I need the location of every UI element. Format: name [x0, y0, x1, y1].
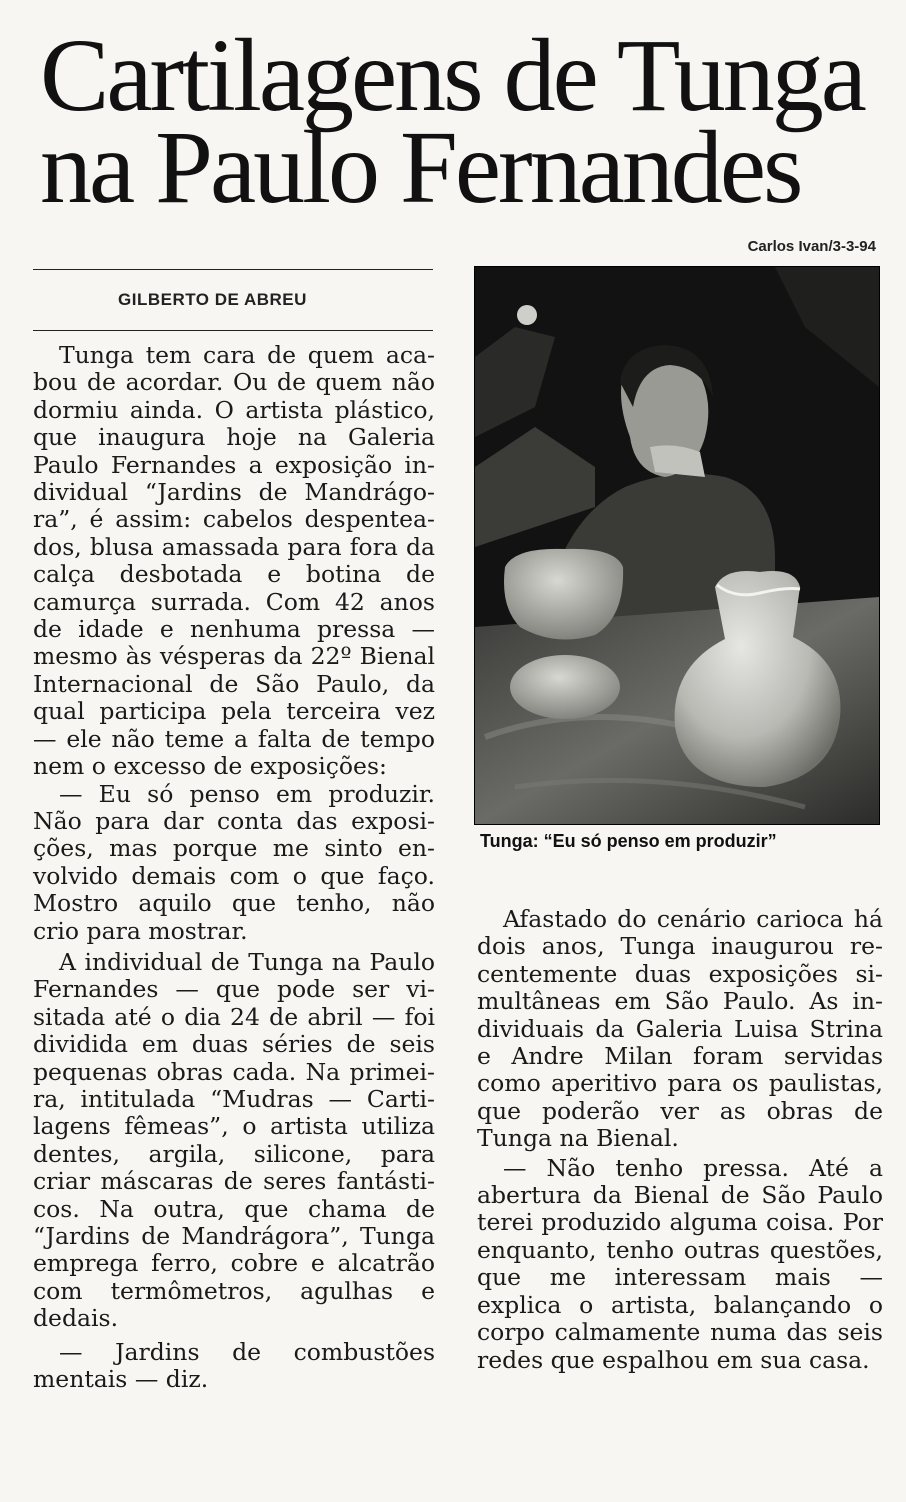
photo-credit: Carlos Ivan/3-3-94 [747, 238, 876, 255]
photo-caption: Tunga: “Eu só penso em produzir” [480, 831, 777, 851]
byline-rule-top [33, 269, 433, 270]
paragraph: Afastado do cenário carioca há dois anos, Tunga inaugurou recentemente duas exposições simultâneas em São Paulo. As individuais da Galeria Luisa Strina e Andre Milan foram servidas como aperitivo para os paulistas, que poderão ver as obras de Tunga na Bienal. [477, 905, 883, 1153]
headline-line-2: na Paulo Fernandes [40, 110, 801, 225]
paragraph: Tunga tem cara de quem acabou de acordar. Ou de quem não dormiu ainda. O artista plástico, que inaugura hoje na Galeria Paulo Fernandes a exposição individual “Jardins de Mandrágora”, é assim: cabelos despenteados, blusa amassada para fora da calça desbotada e botina de camurça surrada. Com 42 anos de idade e nenhuma pressa — mesmo às vésperas da 22º Bienal Internacional de São Paulo, da qual participa pela terceira vez — ele não teme a falta de tempo nem o excesso de exposições: [33, 341, 435, 781]
article-column-left [33, 342, 435, 1393]
headline-line-1: Cartilagens de Tunga [40, 18, 864, 133]
paragraph: A individual de Tunga na Paulo Fernandes — que pode ser visitada até o dia 24 de abril — foi dividida em duas séries de seis pequenas obras cada. Na primeira, intitulada “Mudras — Cartilagens fêmeas”, o artista utiliza dentes, argila, silicone, para criar máscaras de seres fantásticos. Na outra, que chama de “Jardins de Mandrágora”, Tunga emprega ferro, cobre e alcatrão com termômetros, agulhas e dedais. [33, 947, 435, 1333]
photo-artist-with-sculptures [474, 266, 880, 825]
paragraph: — Não tenho pressa. Até a abertura da Bienal de São Paulo terei produzido alguma coisa. Por enquanto, tenho outras questões, que me interessam mais — explica o artista, balançando o corpo calmamente numa das seis redes que espalhou em sua casa. [477, 1153, 883, 1374]
paragraph: — Jardins de combustões mentais — diz. [33, 1337, 435, 1394]
paragraph: — Eu só penso em produzir. Não para dar conta das exposições, mas porque me sinto envolvido demais com o que faço. Mostro aquilo que tenho, não crio para mostrar. [33, 779, 435, 945]
byline-rule-bottom [33, 330, 433, 331]
headline [40, 18, 890, 225]
byline: GILBERTO DE ABREU [118, 290, 307, 309]
article-column-right [477, 906, 883, 1374]
